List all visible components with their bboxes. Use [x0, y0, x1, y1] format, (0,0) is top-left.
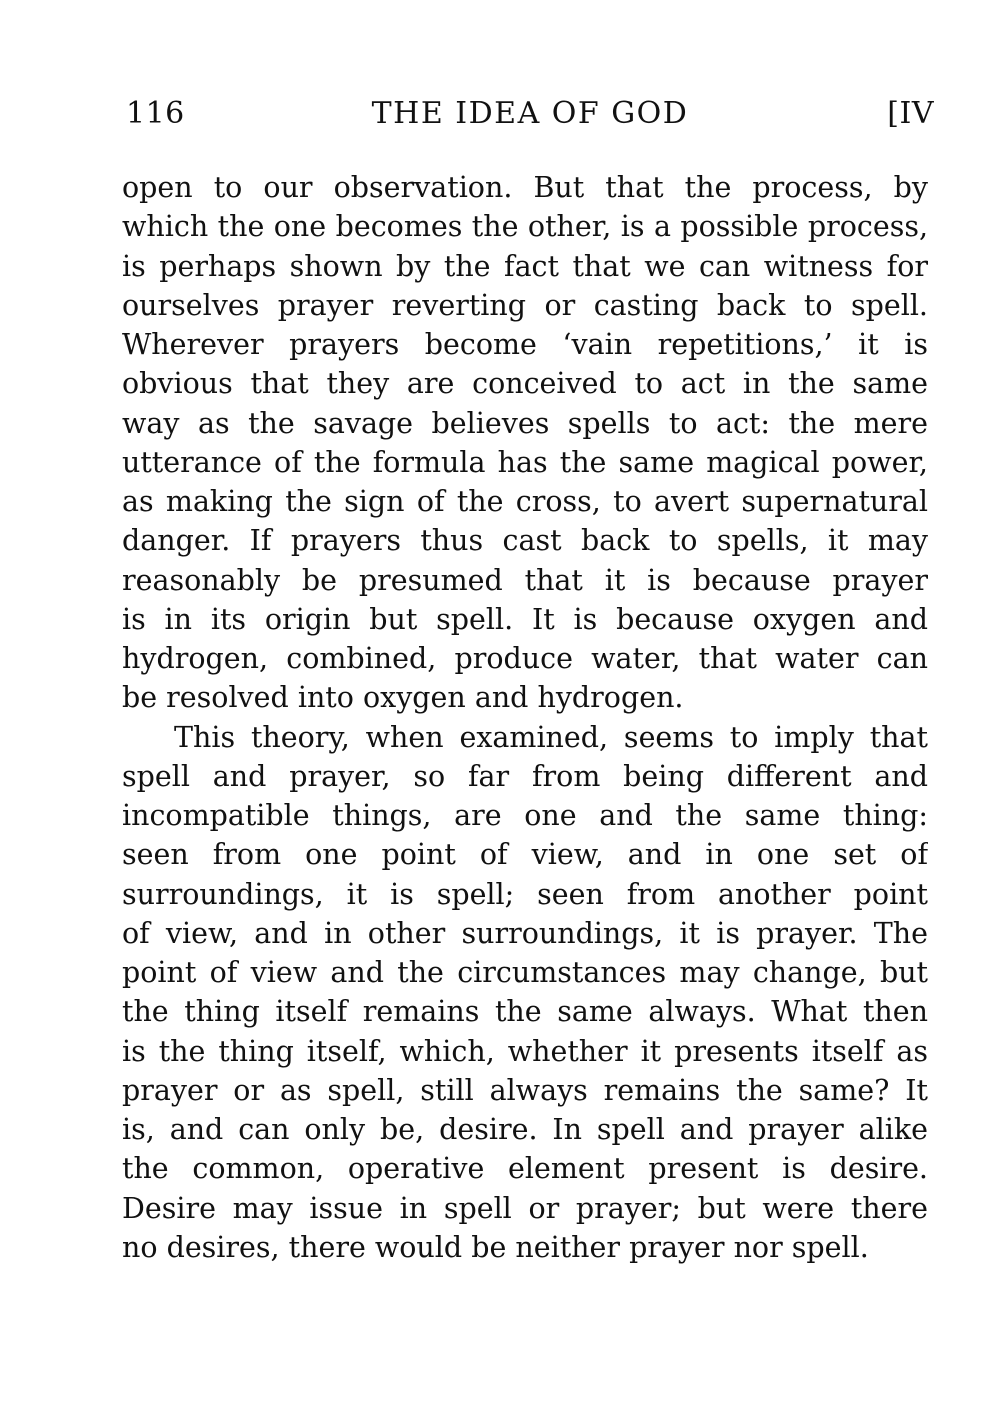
text-line: obvious that they are conceived to act in the same — [122, 367, 928, 401]
text-line: way as the savage believes spells to act: the mere — [122, 406, 928, 440]
text-line: seen from one point of view, and in one set of — [122, 838, 928, 872]
text-line: point of view and the circumstances may change, but — [122, 956, 928, 989]
text-line: is, and can only be, desire. In spell and prayer alike — [122, 1113, 928, 1146]
text-line: Desire may issue in spell or prayer; but were there — [122, 1191, 928, 1225]
text-line: be resolved into oxygen and hydrogen. — [122, 681, 684, 715]
running-title: THE IDEA OF GOD — [371, 96, 689, 131]
text-line: is the thing itself, which, whether it presents itself as — [122, 1034, 928, 1068]
text-line: reasonably be presumed that it is because prayer — [122, 563, 928, 597]
text-line: utterance of the formula has the same magical power, — [122, 445, 928, 479]
text-line: no desires, there would be neither prayer nor spell. — [122, 1230, 869, 1264]
text-line: is in its origin but spell. It is because oxygen and — [122, 602, 928, 636]
text-line: as making the sign of the cross, to avert supernatural — [122, 485, 928, 518]
text-line: surroundings, it is spell; seen from another point — [122, 877, 928, 911]
text-line: which the one becomes the other, is a possible process, — [122, 210, 928, 244]
body-text — [122, 168, 928, 1267]
text-line: of view, and in other surroundings, it is prayer. The — [122, 916, 928, 950]
chapter-marker: [IV — [887, 96, 934, 131]
text-line: ourselves prayer reverting or casting back to spell. — [122, 288, 928, 322]
text-line: prayer or as spell, still always remains the same? It — [122, 1073, 928, 1107]
text-line: danger. If prayers thus cast back to spells, it may — [122, 524, 928, 558]
text-line: the thing itself remains the same always. What then — [122, 995, 928, 1029]
text-line: incompatible things, are one and the same thing: — [122, 799, 928, 832]
page-number: 116 — [126, 96, 185, 131]
text-line: This theory, when examined, seems to imply that — [174, 720, 928, 754]
text-line: spell and prayer, so far from being different and — [122, 759, 928, 793]
text-line: Wherever prayers become ‘vain repetitions,’ it is — [122, 328, 928, 361]
text-line: hydrogen, combined, produce water, that water can — [122, 642, 928, 675]
running-header — [126, 96, 934, 142]
text-line: the common, operative element present is desire. — [122, 1152, 928, 1186]
text-line: is perhaps shown by the fact that we can witness for — [122, 249, 928, 283]
text-line: open to our observation. But that the process, by — [122, 171, 928, 204]
